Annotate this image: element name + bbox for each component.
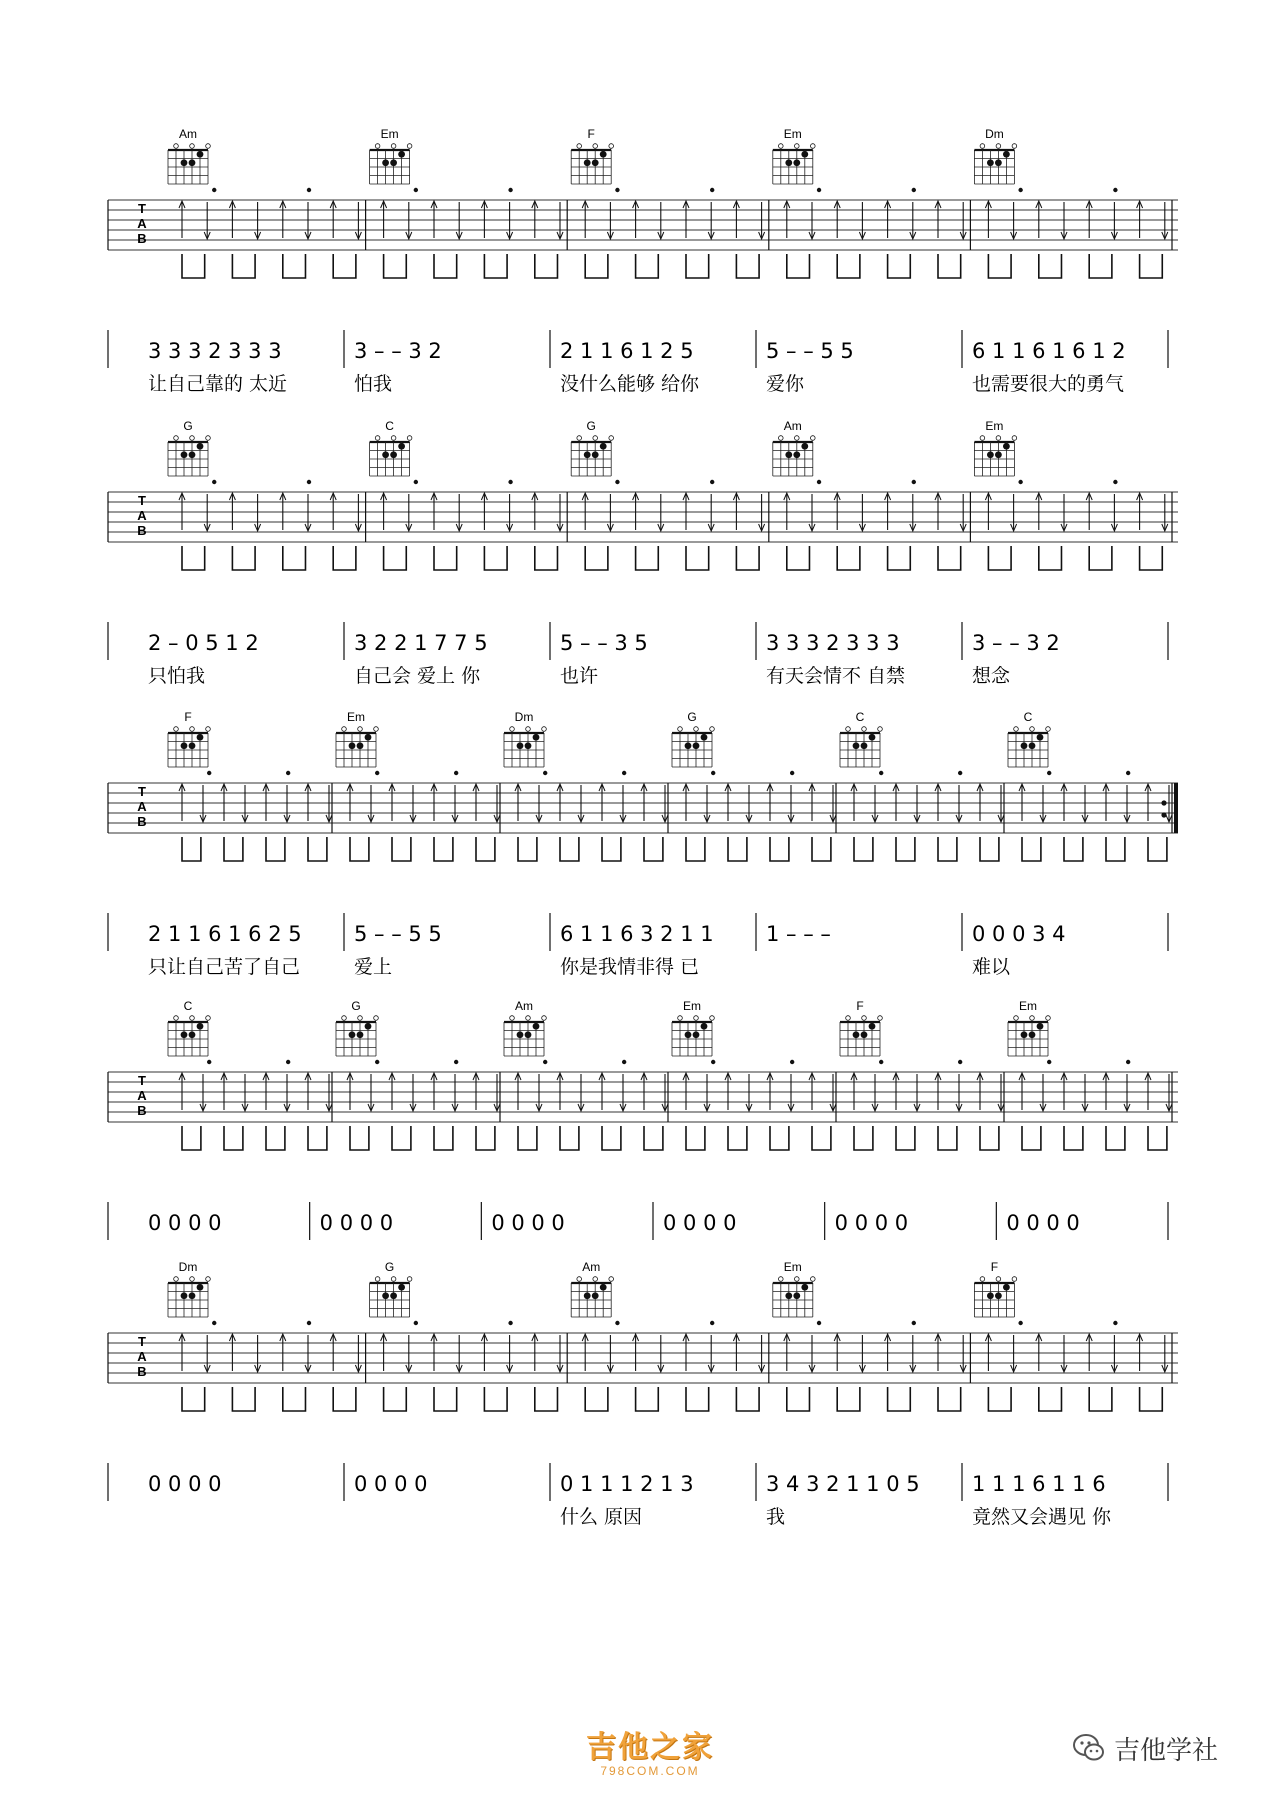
tab-letter: B <box>137 523 147 538</box>
numbered-notation: 0 0 0 0 <box>491 1211 565 1235</box>
chord-diagram-c <box>370 419 412 476</box>
chord-name: F <box>587 127 595 141</box>
lyric-text: 竟然又会遇见 你 <box>972 1506 1112 1528</box>
rhythm-beam <box>518 1126 537 1150</box>
numbered-notation: 3 4 3 2 1 1 0 5 <box>766 1472 920 1496</box>
rhythm-beam <box>812 1126 831 1150</box>
rhythm-beam <box>182 254 205 278</box>
numbered-notation: 0 0 0 0 <box>1006 1211 1080 1235</box>
rhythm-beam <box>736 1387 759 1411</box>
tab-letter: T <box>138 201 146 216</box>
rhythm-beam <box>988 254 1011 278</box>
numbered-notation: 1 – – – <box>766 922 831 946</box>
rhythm-beam <box>283 254 306 278</box>
numbered-notation: 5 – – 5 5 <box>354 922 442 946</box>
chord-diagram-em <box>773 1260 815 1317</box>
tab-letter: A <box>137 508 147 523</box>
chord-diagram-am <box>571 1260 613 1317</box>
chord-diagram-c <box>1008 710 1050 767</box>
rhythm-beam <box>770 1126 789 1150</box>
chord-name: Em <box>380 127 399 141</box>
chord-name: C <box>1023 710 1033 724</box>
lyric-text: 只让自己苦了自己 <box>148 956 301 978</box>
lyric-text: 只怕我 <box>148 665 206 687</box>
tab-letter: T <box>138 1334 146 1349</box>
rhythm-beam <box>1039 546 1062 570</box>
rhythm-beam <box>182 1387 205 1411</box>
rhythm-beam <box>434 254 457 278</box>
lyric-text: 爱你 <box>766 373 805 395</box>
system-4 <box>108 999 1178 1240</box>
rhythm-beam <box>266 837 285 861</box>
site-logo-url: 798COM.COM <box>600 1764 700 1778</box>
numbered-notation: 3 3 3 2 3 3 3 <box>766 631 900 655</box>
rhythm-beam <box>787 1387 810 1411</box>
numbered-notation: 3 3 3 2 3 3 3 <box>148 339 282 363</box>
chord-diagram-am <box>168 127 210 184</box>
rhythm-beam <box>1140 1387 1163 1411</box>
rhythm-beam <box>560 837 579 861</box>
chord-diagram-g <box>370 1260 412 1317</box>
tab-letter: A <box>137 799 147 814</box>
chord-diagram-em <box>773 127 815 184</box>
lyric-text: 没什么能够 给你 <box>560 373 700 395</box>
rhythm-beam <box>686 1126 705 1150</box>
chord-name: G <box>687 710 697 724</box>
rhythm-beam <box>837 546 860 570</box>
lyric-text: 难以 <box>972 956 1011 978</box>
site-logo <box>560 1722 740 1778</box>
rhythm-beam <box>224 1126 243 1150</box>
numbered-notation: 0 0 0 0 <box>834 1211 909 1235</box>
rhythm-beam <box>888 546 911 570</box>
rhythm-beam <box>585 546 608 570</box>
chord-name: Em <box>985 419 1004 433</box>
rhythm-beam <box>1148 837 1167 861</box>
rhythm-beam <box>1140 254 1163 278</box>
rhythm-beam <box>333 546 356 570</box>
lyric-text: 有天会情不 自禁 <box>766 665 906 687</box>
chord-diagram-dm <box>504 710 546 767</box>
chord-name: Em <box>1019 999 1037 1013</box>
numbered-notation: 0 0 0 3 4 <box>972 922 1066 946</box>
rhythm-beam <box>535 546 558 570</box>
chord-diagram-am <box>504 999 546 1056</box>
rhythm-beam <box>686 546 709 570</box>
chord-diagram-g <box>336 999 378 1056</box>
rhythm-beam <box>434 1387 457 1411</box>
numbered-notation: 5 – – 5 5 <box>766 339 854 363</box>
rhythm-beam <box>224 837 243 861</box>
chord-diagram-c <box>840 710 882 767</box>
rhythm-beam <box>888 254 911 278</box>
lyric-text: 怕我 <box>354 373 393 395</box>
rhythm-beam <box>686 1387 709 1411</box>
tab-letter: T <box>138 493 146 508</box>
rhythm-beam <box>837 254 860 278</box>
chord-diagram-f <box>840 999 882 1056</box>
rhythm-beam <box>434 1126 453 1150</box>
rhythm-beam <box>1089 254 1112 278</box>
rhythm-beam <box>535 254 558 278</box>
rhythm-beam <box>736 546 759 570</box>
chord-diagram-f <box>974 1260 1016 1317</box>
tab-letter: A <box>137 1349 147 1364</box>
rhythm-beam <box>535 1387 558 1411</box>
rhythm-beam <box>938 254 961 278</box>
numbered-notation: 3 – – 3 2 <box>972 631 1060 655</box>
rhythm-beam <box>1148 1126 1167 1150</box>
chord-name: Am <box>179 127 197 141</box>
rhythm-beam <box>484 546 507 570</box>
chord-diagram-dm <box>168 1260 210 1317</box>
chord-diagram-em <box>672 999 714 1056</box>
rhythm-beam <box>182 837 201 861</box>
chord-diagram-em <box>336 710 378 767</box>
rhythm-beam <box>1089 1387 1112 1411</box>
numbered-notation: 0 1 1 1 2 1 3 <box>560 1472 694 1496</box>
rhythm-beam <box>644 837 663 861</box>
chord-diagram-g <box>571 419 613 476</box>
wechat-icon <box>1072 1731 1106 1765</box>
rhythm-beam <box>980 837 999 861</box>
chord-name: Dm <box>514 710 534 724</box>
rhythm-beam <box>854 837 873 861</box>
rhythm-beam <box>1140 546 1163 570</box>
rhythm-beam <box>308 1126 327 1150</box>
rhythm-beam <box>434 546 457 570</box>
rhythm-beam <box>308 837 327 861</box>
rhythm-beam <box>1064 837 1083 861</box>
rhythm-beam <box>476 1126 495 1150</box>
lyric-text: 也许 <box>560 665 599 687</box>
rhythm-beam <box>787 546 810 570</box>
chord-name: Dm <box>178 1260 198 1274</box>
chord-diagram-g <box>672 710 714 767</box>
rhythm-beam <box>1039 1387 1062 1411</box>
chord-name: C <box>855 710 865 724</box>
chord-name: F <box>184 710 192 724</box>
tab-letter: B <box>137 1103 147 1118</box>
rhythm-beam <box>232 254 255 278</box>
tab-letter: T <box>138 784 146 799</box>
rhythm-beam <box>384 1387 407 1411</box>
rhythm-beam <box>182 546 205 570</box>
rhythm-beam <box>518 837 537 861</box>
rhythm-beam <box>980 1126 999 1150</box>
lyric-text: 想念 <box>972 665 1011 687</box>
lyric-text: 爱上 <box>354 956 393 978</box>
system-1 <box>108 127 1178 395</box>
chord-name: F <box>856 999 864 1013</box>
rhythm-beam <box>283 1387 306 1411</box>
rhythm-beam <box>1064 1126 1083 1150</box>
rhythm-beam <box>988 1387 1011 1411</box>
chord-name: Em <box>783 1260 802 1274</box>
rhythm-beam <box>476 837 495 861</box>
chord-diagram-f <box>168 710 210 767</box>
rhythm-beam <box>812 837 831 861</box>
rhythm-beam <box>770 837 789 861</box>
rhythm-beam <box>232 546 255 570</box>
rhythm-beam <box>392 1126 411 1150</box>
rhythm-beam <box>896 1126 915 1150</box>
rhythm-beam <box>888 1387 911 1411</box>
rhythm-beam <box>1089 546 1112 570</box>
rhythm-beam <box>350 837 369 861</box>
rhythm-beam <box>1106 837 1125 861</box>
chord-name: Am <box>582 1260 601 1274</box>
lyric-text: 你是我情非得 已 <box>560 956 700 978</box>
chord-diagram-f <box>571 127 613 184</box>
chord-name: G <box>183 419 193 433</box>
tab-letter: B <box>137 231 147 246</box>
rhythm-beam <box>938 1126 957 1150</box>
chord-name: Em <box>347 710 365 724</box>
chord-diagram-am <box>773 419 815 476</box>
rhythm-beam <box>686 254 709 278</box>
rhythm-beam <box>837 1387 860 1411</box>
rhythm-beam <box>1022 837 1041 861</box>
rhythm-beam <box>938 1387 961 1411</box>
rhythm-beam <box>350 1126 369 1150</box>
chord-diagram-em <box>974 419 1016 476</box>
rhythm-beam <box>585 254 608 278</box>
rhythm-beam <box>787 254 810 278</box>
chord-name: F <box>990 1260 999 1274</box>
rhythm-beam <box>896 837 915 861</box>
rhythm-beam <box>560 1126 579 1150</box>
chord-diagram-em <box>370 127 412 184</box>
systems-layer <box>108 127 1178 1528</box>
rhythm-beam <box>333 254 356 278</box>
lyric-text: 自己会 爱上 你 <box>354 665 481 687</box>
rhythm-beam <box>602 1126 621 1150</box>
numbered-notation: 5 – – 3 5 <box>560 631 648 655</box>
numbered-notation: 0 0 0 0 <box>148 1211 222 1235</box>
lyric-text: 我 <box>766 1506 786 1528</box>
chord-diagram-c <box>168 999 210 1056</box>
system-5 <box>108 1260 1178 1528</box>
rhythm-beam <box>988 546 1011 570</box>
chord-name: G <box>384 1260 395 1274</box>
rhythm-beam <box>333 1387 356 1411</box>
numbered-notation: 0 0 0 0 <box>354 1472 428 1496</box>
rhythm-beam <box>1039 254 1062 278</box>
lyric-text: 也需要很大的勇气 <box>972 373 1125 395</box>
chord-name: Am <box>515 999 533 1013</box>
rhythm-beam <box>1022 1126 1041 1150</box>
tab-letter: B <box>137 1364 147 1379</box>
chord-name: G <box>586 419 596 433</box>
numbered-notation: 3 – – 3 2 <box>354 339 442 363</box>
rhythm-beam <box>484 1387 507 1411</box>
wechat-badge <box>1072 1728 1272 1768</box>
rhythm-beam <box>484 254 507 278</box>
rhythm-beam <box>728 837 747 861</box>
rhythm-beam <box>585 1387 608 1411</box>
rhythm-beam <box>182 1126 201 1150</box>
chord-name: G <box>351 999 361 1013</box>
rhythm-beam <box>602 837 621 861</box>
chord-name: C <box>183 999 193 1013</box>
rhythm-beam <box>854 1126 873 1150</box>
numbered-notation: 0 0 0 0 <box>319 1211 394 1235</box>
rhythm-beam <box>636 1387 659 1411</box>
chord-name: Em <box>683 999 701 1013</box>
numbered-notation: 0 0 0 0 <box>663 1211 737 1235</box>
lyric-text: 什么 原因 <box>560 1506 643 1528</box>
numbered-notation: 1 1 1 6 1 1 6 <box>972 1472 1106 1496</box>
rhythm-beam <box>232 1387 255 1411</box>
tab-letter: T <box>138 1073 146 1088</box>
system-3 <box>108 710 1178 978</box>
rhythm-beam <box>938 837 957 861</box>
rhythm-beam <box>728 1126 747 1150</box>
rhythm-beam <box>736 254 759 278</box>
tab-letter: B <box>137 814 147 829</box>
numbered-notation: 3 2 2 1 7 7 5 <box>354 631 488 655</box>
tab-letter: A <box>137 1088 147 1103</box>
numbered-notation: 2 1 1 6 1 6 2 5 <box>148 922 302 946</box>
rhythm-beam <box>283 546 306 570</box>
numbered-notation: 2 1 1 6 1 2 5 <box>560 339 694 363</box>
rhythm-beam <box>1106 1126 1125 1150</box>
chord-diagram-em <box>1008 999 1050 1056</box>
site-logo-text: 吉他之家 <box>586 1730 714 1765</box>
chord-name: C <box>385 419 394 433</box>
rhythm-beam <box>266 1126 285 1150</box>
rhythm-beam <box>392 837 411 861</box>
chord-diagram-dm <box>974 127 1016 184</box>
rhythm-beam <box>636 546 659 570</box>
chord-name: Dm <box>985 127 1004 141</box>
chord-diagram-g <box>168 419 210 476</box>
rhythm-beam <box>686 837 705 861</box>
lyric-text: 让自己靠的 太近 <box>148 373 288 395</box>
rhythm-beam <box>384 546 407 570</box>
numbered-notation: 2 – 0 5 1 2 <box>148 631 259 655</box>
rhythm-beam <box>636 254 659 278</box>
numbered-notation: 6 1 1 6 1 6 1 2 <box>972 339 1126 363</box>
system-2 <box>108 419 1178 687</box>
rhythm-beam <box>938 546 961 570</box>
numbered-notation: 6 1 1 6 3 2 1 1 <box>560 922 714 946</box>
rhythm-beam <box>384 254 407 278</box>
rhythm-beam <box>644 1126 663 1150</box>
wechat-account-name: 吉他学社 <box>1114 1735 1219 1766</box>
rhythm-beam <box>434 837 453 861</box>
chord-name: Am <box>783 419 802 433</box>
numbered-notation: 0 0 0 0 <box>148 1472 222 1496</box>
tab-letter: A <box>137 216 147 231</box>
chord-name: Em <box>783 127 802 141</box>
